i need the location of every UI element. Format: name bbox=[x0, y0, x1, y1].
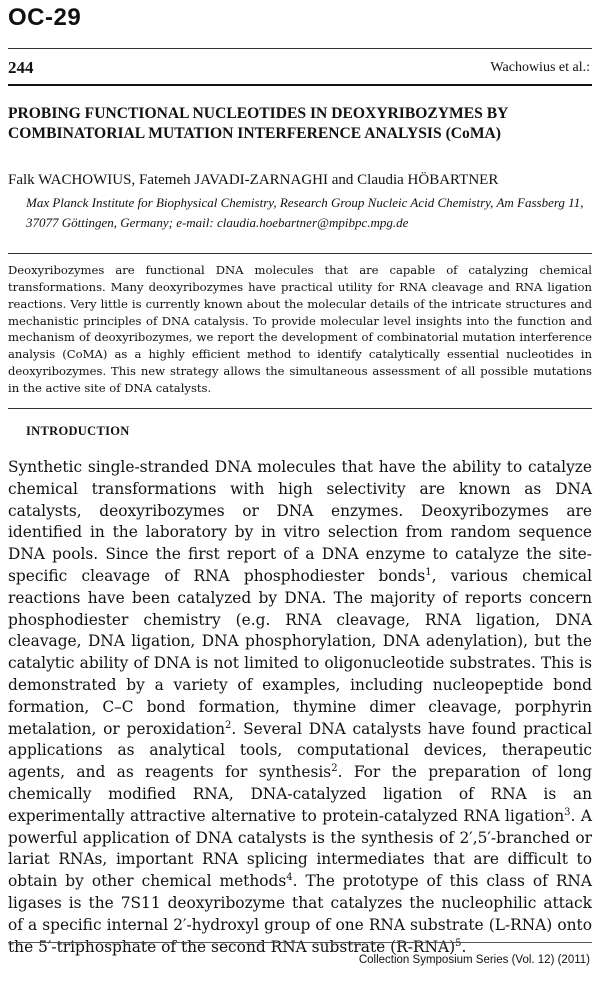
footer-citation: Collection Symposium Series (Vol. 12) (2011) bbox=[358, 954, 590, 966]
page-number: 244 bbox=[8, 58, 34, 77]
header-rule-thick bbox=[8, 84, 592, 86]
body-sentence: . The prototype of this class of RNA ligases is the 7S11 deoxyribozyme that catalyzes the nucleophilic attack of a specific internal 2′-hydroxyl group of one RNA substrate (L-RNA) onto the 5′-triphosphate of the second RNA substrate (R-RNA) bbox=[8, 872, 592, 956]
body-sentence: . For the preparation of long chemically modified RNA, DNA-catalyzed ligation of RNA is an experimentally attractive alternative to protein-catalyzed RNA ligation bbox=[8, 763, 592, 825]
body-sentence: . bbox=[461, 937, 467, 956]
header-rule-thin bbox=[8, 48, 592, 49]
citation-ref: 4 bbox=[286, 872, 293, 884]
affiliation: Max Planck Institute for Biophysical Chemistry, Research Group Nucleic Acid Chemistry, Am Fassberg 11, 37077 Göttingen, Germany; e-mail: claudia.hoebartner@mpibpc.mpg.de bbox=[26, 195, 584, 230]
running-head: Wachowius et al.: bbox=[490, 60, 590, 75]
citation-ref: 1 bbox=[425, 566, 432, 578]
body-sentence: Synthetic single-stranded DNA molecules that have the ability to catalyze chemical transformations with high selectivity are known as DNA catalysts, deoxyribozymes or DNA enzymes. Deoxyribozymes are identified in the laboratory by in vitro selection from random sequence DNA pools. Since the first report of a DNA enzyme to catalyze the site-specific cleavage of RNA phosphodiester bonds bbox=[8, 458, 592, 585]
citation-ref: 3 bbox=[564, 806, 571, 818]
body-text bbox=[8, 457, 592, 958]
document-code: OC-29 bbox=[8, 4, 82, 31]
body-sentence: . Several DNA catalysts have found practical applications as analytical tools, computational devices, therapeutic agents, and as reagents for synthesis bbox=[8, 719, 592, 782]
author-list: Falk WACHOWIUS, Fatemeh JAVADI-ZARNAGHI and Claudia HÖBARTNER bbox=[8, 172, 499, 188]
citation-ref: 5 bbox=[455, 937, 462, 949]
body-sentence: , various chemical reactions have been catalyzed by DNA. The majority of reports concern phosphodiester chemistry (e.g. RNA cleavage, RNA ligation, DNA cleavage, DNA ligation, DNA phosphorylation, DNA adenylation), but the catalytic ability of DNA is not limited to oligonucleotide substrates. This is demonstrated by a variety of examples, including nucleopeptide bond formation, C–C bond formation, thymine dimer cleavage, porphyrin metalation, or peroxidation bbox=[8, 566, 592, 738]
abstract-rule-bottom bbox=[8, 408, 592, 409]
section-heading: INTRODUCTION bbox=[26, 424, 130, 438]
paper-title: PROBING FUNCTIONAL NUCLEOTIDES IN DEOXYRIBOZYMES BY COMBINATORIAL MUTATION INTERFERENCE ANALYSIS (CoMA) bbox=[8, 105, 508, 142]
abstract-rule-top bbox=[8, 253, 592, 254]
citation-ref: 2 bbox=[225, 719, 232, 731]
citation-ref: 2 bbox=[331, 763, 338, 775]
body-sentence: . A powerful application of DNA catalysts is the synthesis of 2′,5′-branched or lariat RNAs, important RNA splicing intermediates that are difficult to obtain by other chemical methods bbox=[8, 806, 592, 891]
footer-rule bbox=[8, 942, 592, 943]
abstract: Deoxyribozymes are functional DNA molecules that are capable of catalyzing chemical transformations. Many deoxyribozymes have practical utility for RNA cleavage and RNA ligation reactions. Very little is currently known about the molecular details of the intricate structures and mechanistic principles of DNA catalysis. To provide molecular level insights into the function and mechanism of deoxyribozymes, we report the development of combinatorial mutation interference analysis (CoMA) as a highly efficient method to identify catalytically essential nucleotides in deoxyribozymes. This new strategy allows the simultaneous assessment of all possible mutations in the active site of DNA catalysts. bbox=[8, 263, 592, 395]
